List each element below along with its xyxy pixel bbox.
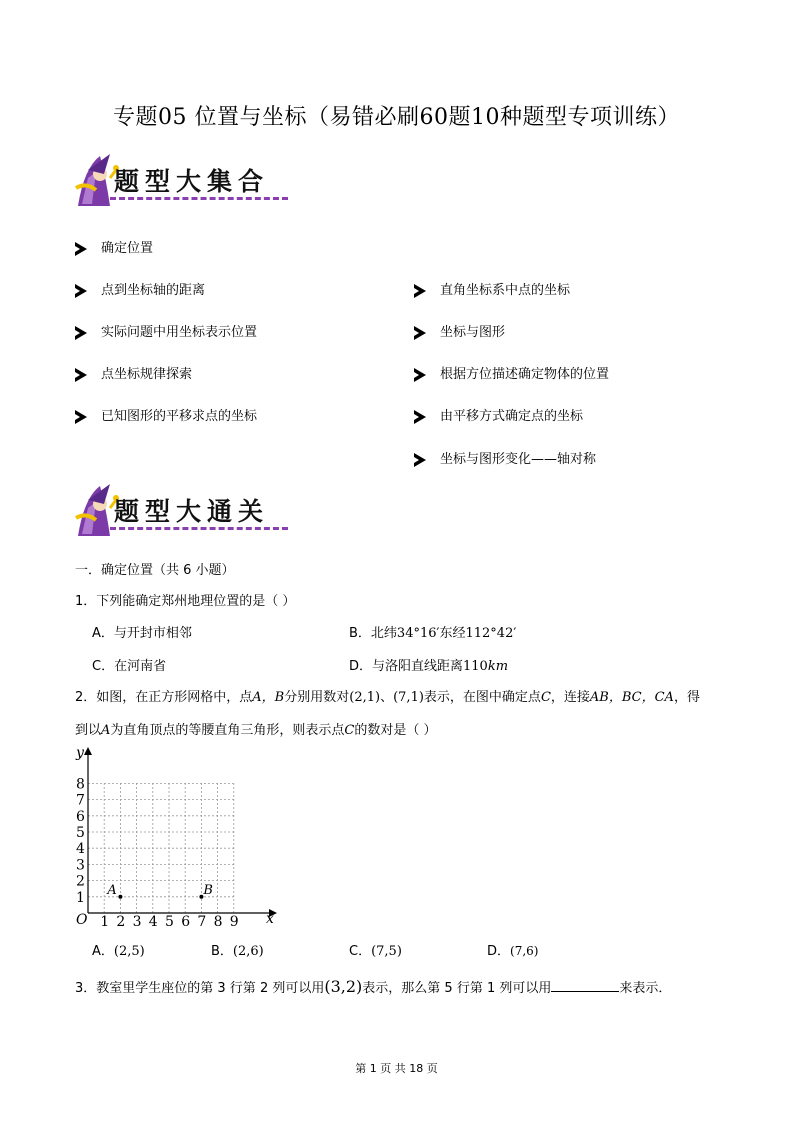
y-tick-label: 1 (76, 889, 85, 906)
topic-item: 坐标与图形 (414, 321, 505, 340)
arrow-icon (414, 326, 426, 340)
arrow-icon (75, 284, 87, 298)
y-tick-label: 5 (76, 825, 85, 841)
section-heading: 一．确定位置（共 6 小题） (75, 563, 235, 578)
coordinate-grid-figure (70, 743, 285, 933)
page-title: 专题05 位置与坐标（易错必刷60题10种题型专项训练） (113, 105, 680, 130)
y-axis-arrow-icon (84, 747, 92, 755)
arrow-icon (414, 284, 426, 298)
point-b-label: B (203, 882, 213, 898)
x-tick-label: 6 (181, 914, 191, 930)
banner-title: 题型大通关 (114, 497, 270, 526)
arrow-icon (414, 410, 426, 424)
x-tick-label: 1 (100, 914, 110, 930)
topic-item: 实际问题中用坐标表示位置 (75, 321, 257, 340)
answer-blank[interactable] (551, 979, 619, 992)
topic-item: 由平移方式确定点的坐标 (414, 405, 583, 424)
wizard-icon (70, 148, 120, 210)
wizard-icon (70, 478, 120, 540)
x-tick-label: 2 (116, 914, 126, 930)
y-tick-label: 7 (76, 792, 85, 809)
q2-option-a: A．(2,5) (92, 944, 145, 959)
topic-item: 点坐标规律探索 (75, 363, 192, 382)
topic-item: 坐标与图形变化——轴对称 (414, 448, 596, 467)
banner-practice (70, 478, 295, 540)
q2-option-d: D．(7,6) (487, 944, 539, 959)
point-a-dot (118, 895, 122, 899)
topic-item: 确定位置 (75, 237, 153, 256)
q1-option-c: C．在河南省 (92, 659, 167, 674)
topic-item: 直角坐标系中点的坐标 (414, 279, 570, 298)
y-tick-label: 6 (76, 808, 85, 825)
x-tick-label: 8 (213, 914, 223, 930)
x-tick-label: 4 (148, 914, 158, 930)
x-tick-label: 5 (165, 914, 174, 930)
arrow-icon (414, 368, 426, 382)
question-3: 3．教室里学生座位的第 3 行第 2 列可以用(3,2)表示，那么第 5 行第 1 列可以用 来表示． (75, 977, 672, 996)
banner-divider (110, 527, 288, 530)
x-tick-label: 3 (132, 914, 142, 930)
q1-option-d: D．与洛阳直线距离110km (349, 659, 509, 674)
banner-question-types (70, 148, 295, 210)
y-tick-label: 8 (76, 776, 85, 793)
y-tick-label: 2 (76, 873, 85, 890)
point-a-label: A (107, 882, 117, 898)
banner-title: 题型大集合 (114, 167, 270, 196)
x-axis-label: x (266, 911, 274, 927)
y-tick-label: 3 (76, 857, 85, 874)
y-tick-label: 4 (76, 841, 85, 858)
topic-item: 根据方位描述确定物体的位置 (414, 363, 609, 382)
arrow-icon (75, 326, 87, 340)
question-2-line1: 2．如图，在正方形网格中，点A，B分别用数对(2,1)、(7,1)表示，在图中确定点C，连接AB，BC，CA，得 (75, 690, 700, 705)
page-footer: 第 1 页 共 18 页 (355, 1062, 438, 1075)
q2-option-b: B．(2,6) (211, 944, 264, 959)
question-1-stem: 1．下列能确定郑州地理位置的是（ ） (75, 594, 296, 609)
arrow-icon (414, 453, 426, 467)
y-axis-label: y (76, 745, 84, 761)
x-tick-label: 7 (197, 914, 207, 930)
q2-option-c: C．(7,5) (349, 944, 402, 959)
banner-divider (110, 197, 288, 200)
topic-item: 点到坐标轴的距离 (75, 279, 205, 298)
q1-option-a: A．与开封市相邻 (92, 626, 192, 641)
q1-option-b: B．北纬34°16′东经112°42′ (349, 626, 517, 641)
arrow-icon (75, 242, 87, 256)
arrow-icon (75, 410, 87, 424)
question-2-line2: 到以A为直角顶点的等腰直角三角形，则表示点C的数对是（ ） (75, 723, 437, 738)
topic-item: 已知图形的平移求点的坐标 (75, 405, 257, 424)
arrow-icon (75, 368, 87, 382)
origin-label: O (76, 912, 88, 928)
x-tick-label: 9 (229, 914, 239, 930)
